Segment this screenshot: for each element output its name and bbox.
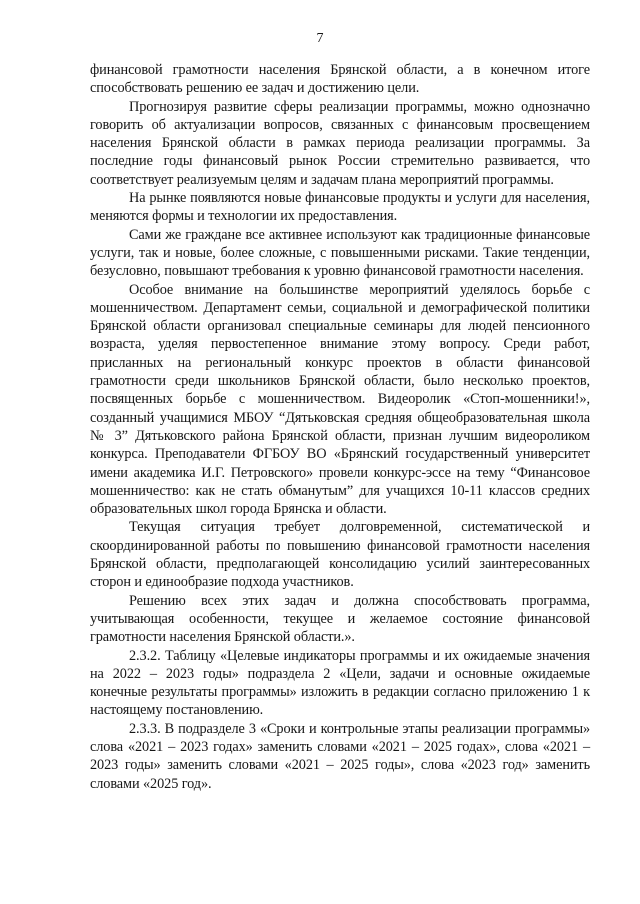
paragraph-clause-2-3-2: 2.3.2. Таблицу «Целевые индикаторы программы и их ожидаемые значения на 2022 – 2023 годы» подраздела 2 «Цели, задачи и основные ожидаемые конечные результаты программы» изложить в редакции согласно приложению 1 к настоящему постановлению. — [90, 647, 590, 719]
page-number: 7 — [316, 31, 324, 46]
paragraph-fraud-prevention: Особое внимание на большинстве мероприятий уделялось борьбе с мошенничеством. Департамент семьи, социальной и демографической политики Брянской области организовал специальные семинары для людей пенсионного возраста, уделяя первостепенное внимание этому вопросу. Среди работ, присланных на региональный конкурс проектов в области финансовой грамотности среди школьников Брянской области, было несколько проектов, посвященных борьбе с мошенничеством. Видеоролик «Стоп-мошенники!», созданный учащимися МБОУ “Дятьковская средняя общеобразовательная школа № 3” Дятьковского района Брянской области, признан лучшим видеороликом конкурса. Преподаватели ФГБОУ ВО «Брянский государственный университет имени академика И.Г. Петровского» провели конкурс-эссе на тему “Финансовое мошенничество: как не стать обманутым” для учащихся 10-11 классов средних образовательных школ города Брянска и области. — [90, 281, 590, 518]
paragraph-program-forecast: Прогнозируя развитие сферы реализации программы, можно однозначно говорить об актуализации вопросов, связанных с финансовым просвещением населения Брянской области в рамках периода реализации программы. За последние годы финансовый рынок России стремительно развивается, что соответствует реализуемым целям и задачам плана мероприятий программы. — [90, 98, 590, 188]
paragraph-current-situation: Текущая ситуация требует долговременной, систематической и скоординированной работы по повышению финансовой грамотности населения Брянской области, предполагающей консолидацию усилий заинтересованных сторон и единообразие подхода участников. — [90, 519, 590, 591]
document-body — [90, 61, 590, 793]
paragraph-new-products: На рынке появляются новые финансовые продукты и услуги для населения, меняются формы и технологии их предоставления. — [90, 190, 590, 225]
paragraph-citizens-services: Сами же граждане все активнее используют как традиционные финансовые услуги, так и новые, более сложные, с повышенными рисками. Такие тенденции, безусловно, повышают требования к уровню финансовой грамотности населения. — [90, 226, 590, 280]
paragraph-program-solution: Решению всех этих задач и должна способствовать программа, учитывающая особенности, текущее и желаемое состояние финансовой грамотности населения Брянской области.». — [90, 592, 590, 646]
paragraph-continuation: финансовой грамотности населения Брянской области, а в конечном итоге способствовать решению ее задач и достижению цели. — [90, 62, 590, 97]
paragraph-clause-2-3-3: 2.3.3. В подразделе 3 «Сроки и контрольные этапы реализации программы» слова «2021 – 2023 годах» заменить словами «2021 – 2025 годах», слова «2021 – 2023 годы» заменить словами «2021 – 2025 годы», слова «2023 год» заменить словами «2025 год». — [90, 720, 590, 792]
